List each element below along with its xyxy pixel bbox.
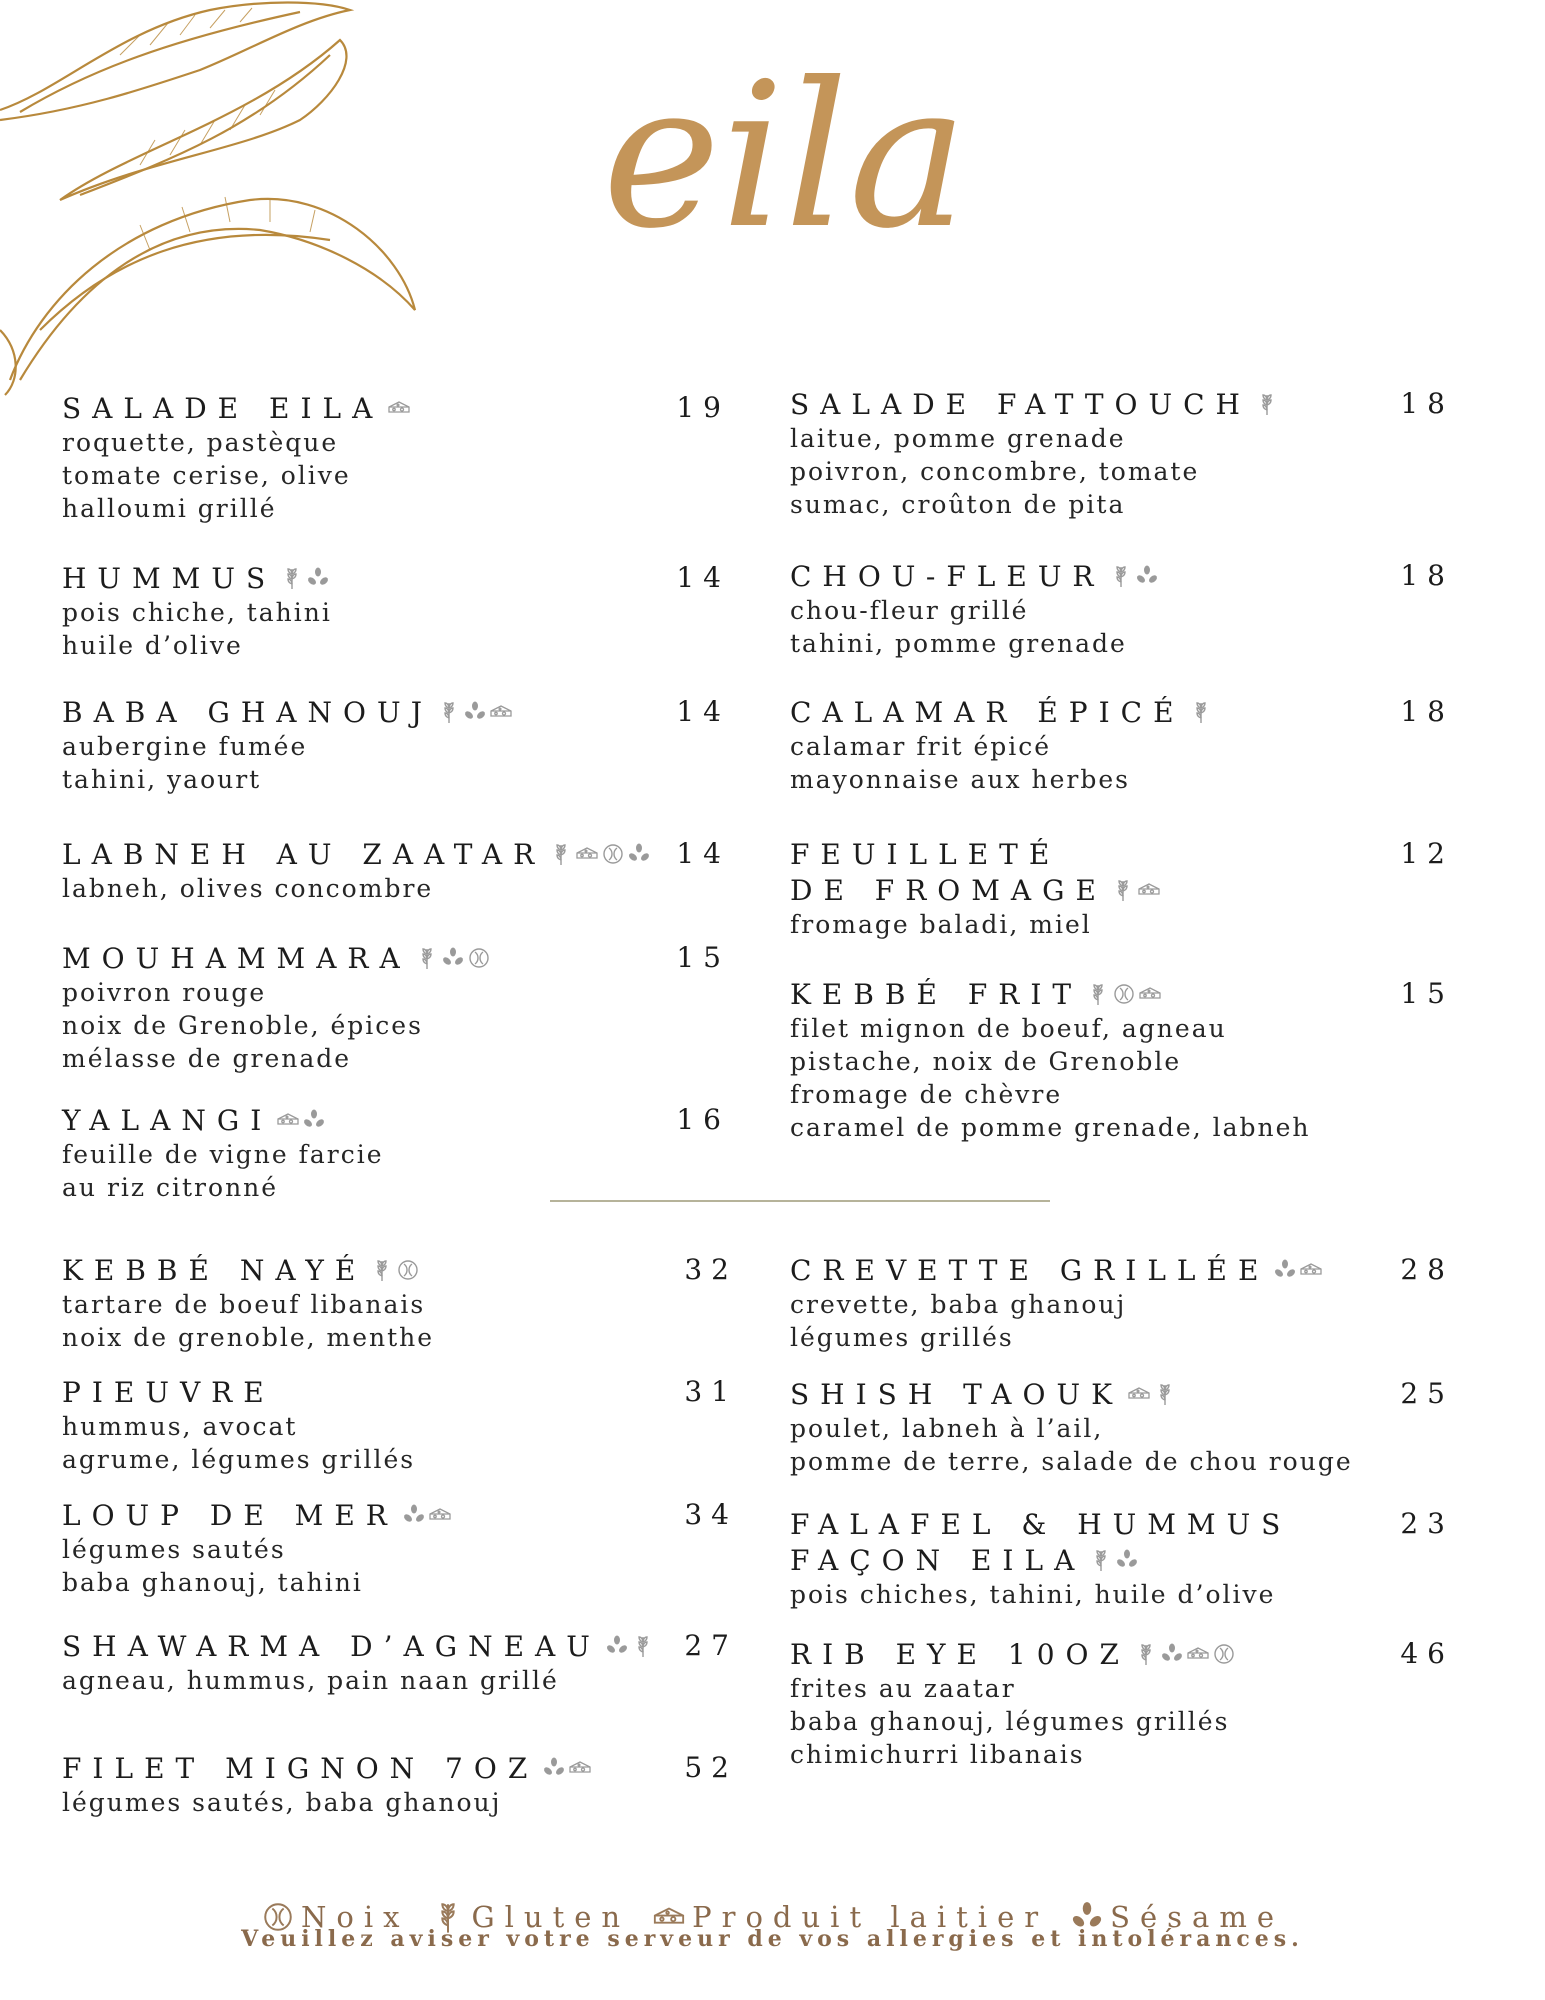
sesame-icon <box>402 1503 426 1527</box>
gluten-icon <box>631 1634 655 1658</box>
sesame-icon <box>605 1634 629 1658</box>
menu-item-price: 18 <box>1400 559 1454 592</box>
menu-item-description: chou-fleur grillé <box>790 596 1029 625</box>
gluten-icon <box>549 842 573 866</box>
menu-item-description: tahini, yaourt <box>62 765 262 794</box>
menu-item <box>790 1252 1454 1354</box>
gluten-icon <box>1134 1642 1158 1666</box>
menu-item-header <box>790 976 1454 1012</box>
allergen-icons <box>1086 982 1162 1006</box>
menu-item-name: FEUILLETÉ <box>790 837 1061 871</box>
menu-item-name: LOUP DE MER <box>62 1498 398 1532</box>
menu-item-description: sumac, croûton de pita <box>790 490 1126 519</box>
menu-item-name: SALADE FATTOUCH <box>790 387 1251 421</box>
menu-item-header <box>790 1636 1454 1672</box>
menu-item-price: 32 <box>684 1253 738 1286</box>
menu-item-price: 15 <box>1400 977 1454 1010</box>
menu-item-description: pistache, noix de Grenoble <box>790 1047 1182 1076</box>
menu-item-price: 14 <box>676 695 730 728</box>
legend-label: Sésame <box>1110 1900 1284 1934</box>
menu-item-name: RIB EYE 10OZ <box>790 1637 1130 1671</box>
menu-item-header <box>62 1252 738 1288</box>
menu-item <box>62 1374 738 1476</box>
allergen-icons <box>276 1108 326 1132</box>
menu-item-price: 15 <box>676 941 730 974</box>
menu-item-price: 52 <box>684 1751 738 1784</box>
menu-item-description: tahini, pomme grenade <box>790 629 1127 658</box>
leaf-illustration <box>0 0 430 400</box>
menu-item <box>62 694 730 796</box>
legend-label: Gluten <box>471 1900 631 1934</box>
menu-item-price: 19 <box>676 391 730 424</box>
menu-item <box>790 558 1454 660</box>
menu-item-name-line2: FAÇON EILA <box>790 1543 1086 1577</box>
menu-item-header <box>790 694 1454 730</box>
gluten-icon <box>1189 700 1213 724</box>
nut-icon <box>467 946 491 970</box>
sesame-icon <box>1115 1548 1139 1572</box>
menu-item-name: CALAMAR ÉPICÉ <box>790 695 1185 729</box>
menu-item-header <box>62 560 730 596</box>
allergen-icons <box>1273 1258 1323 1282</box>
allergen-icons <box>1189 700 1213 724</box>
menu-item <box>62 1497 738 1599</box>
cheese-icon <box>568 1756 592 1780</box>
menu-item <box>62 1252 738 1354</box>
menu-item-price: 14 <box>676 561 730 594</box>
cheese-icon <box>276 1108 300 1132</box>
menu-item-description: filet mignon de boeuf, agneau <box>790 1014 1227 1043</box>
menu-item <box>790 386 1454 521</box>
allergen-icons <box>605 1634 655 1658</box>
menu-item-description: calamar frit épicé <box>790 732 1052 761</box>
menu-item-description: pomme de terre, salade de chou rouge <box>790 1447 1353 1476</box>
menu-item-description: agrume, légumes grillés <box>62 1445 416 1474</box>
menu-item-price: 18 <box>1400 387 1454 420</box>
menu-item-description: frites au zaatar <box>790 1674 1016 1703</box>
sesame-icon <box>441 946 465 970</box>
allergen-icons <box>402 1503 452 1527</box>
gluten-icon <box>370 1258 394 1282</box>
cheese-icon <box>489 700 513 724</box>
menu-item-name: CHOU-FLEUR <box>790 559 1105 593</box>
allergen-icons <box>437 700 513 724</box>
allergen-icons <box>387 396 411 420</box>
menu-item-header <box>790 836 1454 872</box>
menu-item-name: LABNEH AU ZAATAR <box>62 837 546 871</box>
menu-item-description: pois chiches, tahini, huile d’olive <box>790 1580 1276 1609</box>
menu-item-description: poulet, labneh à l’ail, <box>790 1414 1104 1443</box>
menu-item-name: HUMMUS <box>62 561 277 595</box>
menu-item-header-line2 <box>790 1542 1454 1578</box>
menu-item-description: tartare de boeuf libanais <box>62 1290 426 1319</box>
sesame-icon <box>306 566 330 590</box>
menu-item-header <box>790 1252 1454 1288</box>
legend-label: Noix <box>301 1900 410 1934</box>
menu-item-description: légumes sautés <box>62 1535 286 1564</box>
menu-item-description: noix de grenoble, menthe <box>62 1323 435 1352</box>
menu-item-header <box>62 1497 738 1533</box>
svg-text:eila: eila <box>602 40 968 273</box>
menu-item-header <box>62 940 730 976</box>
nut-icon <box>1212 1642 1236 1666</box>
eila-logo <box>505 40 1065 280</box>
menu-item <box>790 1506 1454 1611</box>
menu-item-description: tomate cerise, olive <box>62 461 351 490</box>
cheese-icon <box>1137 878 1161 902</box>
menu-item <box>790 1636 1454 1771</box>
menu-item <box>62 1102 730 1204</box>
menu-item-header <box>62 1374 738 1410</box>
menu-item-name: KEBBÉ NAYÉ <box>62 1253 367 1287</box>
menu-item-price: 12 <box>1400 837 1454 870</box>
menu-item-description: laitue, pomme grenade <box>790 424 1126 453</box>
menu-item-header <box>790 558 1454 594</box>
gluten-icon <box>1153 1382 1177 1406</box>
menu-item-price: 18 <box>1400 695 1454 728</box>
allergen-icons <box>1111 878 1161 902</box>
nut-icon <box>396 1258 420 1282</box>
menu-item <box>62 940 730 1075</box>
menu-item-description: hummus, avocat <box>62 1412 298 1441</box>
section-divider <box>550 1200 1050 1202</box>
menu-item-description: feuille de vigne farcie <box>62 1140 384 1169</box>
gluten-icon <box>1111 878 1135 902</box>
menu-item-price: 27 <box>684 1629 738 1662</box>
sesame-icon <box>302 1108 326 1132</box>
menu-item-price: 31 <box>684 1375 738 1408</box>
sesame-icon <box>542 1756 566 1780</box>
gluten-icon <box>415 946 439 970</box>
cheese-icon <box>1186 1642 1210 1666</box>
allergen-legend <box>0 1900 1545 1952</box>
menu-item-description: huile d’olive <box>62 631 243 660</box>
menu-item-price: 46 <box>1400 1637 1454 1670</box>
menu-item <box>790 694 1454 796</box>
menu-item-name-line2: DE FROMAGE <box>790 873 1107 907</box>
gluten-icon <box>1086 982 1110 1006</box>
allergen-icons <box>549 842 651 866</box>
menu-item-header <box>62 694 730 730</box>
menu-item-description: labneh, olives concombre <box>62 874 434 903</box>
menu-item-description: fromage baladi, miel <box>790 910 1092 939</box>
menu-item-price: 16 <box>676 1103 730 1136</box>
menu-item <box>62 390 730 525</box>
menu-item-description: fromage de chèvre <box>790 1080 1063 1109</box>
menu-item-header <box>62 1628 738 1664</box>
menu-item-description: agneau, hummus, pain naan grillé <box>62 1666 559 1695</box>
cheese-icon <box>428 1503 452 1527</box>
menu-item-name: CREVETTE GRILLÉE <box>790 1253 1270 1287</box>
cheese-icon <box>1299 1258 1323 1282</box>
menu-item-description: roquette, pastèque <box>62 428 339 457</box>
gluten-icon <box>1089 1548 1113 1572</box>
nut-icon <box>601 842 625 866</box>
menu-item-header-line2 <box>790 872 1454 908</box>
menu-item-header <box>790 1376 1454 1412</box>
menu-item-description: mayonnaise aux herbes <box>790 765 1130 794</box>
legend-label: Produit laitier <box>692 1900 1049 1934</box>
menu-item-description: noix de Grenoble, épices <box>62 1011 423 1040</box>
menu-item-description: poivron rouge <box>62 978 267 1007</box>
allergen-icons <box>415 946 491 970</box>
menu-item-description: crevette, baba ghanouj <box>790 1290 1127 1319</box>
nut-icon <box>1112 982 1136 1006</box>
menu-item-name: SALADE EILA <box>62 391 384 425</box>
menu-item-header <box>62 1750 738 1786</box>
menu-item-name: SHAWARMA D’AGNEAU <box>62 1629 601 1663</box>
allergen-icons <box>1089 1548 1139 1572</box>
cheese-icon <box>1127 1382 1151 1406</box>
menu-item <box>790 1376 1454 1478</box>
sesame-icon <box>463 700 487 724</box>
sesame-icon <box>1135 564 1159 588</box>
sesame-icon <box>1160 1642 1184 1666</box>
menu-item-header <box>62 1102 730 1138</box>
menu-item-description: caramel de pomme grenade, labneh <box>790 1113 1311 1142</box>
menu-item <box>62 836 730 905</box>
allergen-icons <box>1134 1642 1236 1666</box>
menu-item-price: 25 <box>1400 1377 1454 1410</box>
menu-item-name: SHISH TAOUK <box>790 1377 1123 1411</box>
menu-item-name: FALAFEL & HUMMUS <box>790 1507 1292 1541</box>
menu-item-description: pois chiche, tahini <box>62 598 332 627</box>
menu-item-description: chimichurri libanais <box>790 1740 1085 1769</box>
menu-item-price: 23 <box>1400 1507 1454 1540</box>
menu-item-description: légumes sautés, baba ghanouj <box>62 1788 502 1817</box>
gluten-icon <box>1255 392 1279 416</box>
menu-item-price: 28 <box>1400 1253 1454 1286</box>
menu-item <box>62 560 730 662</box>
menu-item-description: baba ghanouj, tahini <box>62 1568 363 1597</box>
menu-item-header <box>62 390 730 426</box>
menu-item-header <box>790 1506 1454 1542</box>
gluten-icon <box>1109 564 1133 588</box>
menu-item-name: BABA GHANOUJ <box>62 695 434 729</box>
menu-item-description: légumes grillés <box>790 1323 1014 1352</box>
allergen-icons <box>1127 1382 1177 1406</box>
allergen-icons <box>1255 392 1279 416</box>
menu-item-name: FILET MIGNON 7OZ <box>62 1751 539 1785</box>
menu-item <box>62 1628 738 1697</box>
gluten-icon <box>280 566 304 590</box>
cheese-icon <box>575 842 599 866</box>
menu-item-description: mélasse de grenade <box>62 1044 352 1073</box>
menu-item-name: MOUHAMMARA <box>62 941 411 975</box>
allergen-icons <box>1109 564 1159 588</box>
allergen-icons <box>370 1258 420 1282</box>
menu-item-name: KEBBÉ FRIT <box>790 977 1083 1011</box>
menu-item-name: PIEUVRE <box>62 1375 275 1409</box>
menu-item-header <box>62 836 730 872</box>
gluten-icon <box>437 700 461 724</box>
menu-item-description: baba ghanouj, légumes grillés <box>790 1707 1230 1736</box>
menu-item <box>790 836 1454 941</box>
menu-item <box>790 976 1454 1144</box>
menu-item-description: au riz citronné <box>62 1173 279 1202</box>
allergy-notice: Veuillez aviser votre serveur de vos allergies et intolérances. <box>241 1926 1304 1952</box>
menu-item-price: 34 <box>684 1498 738 1531</box>
cheese-icon <box>387 396 411 420</box>
sesame-icon <box>627 842 651 866</box>
allergen-icons <box>542 1756 592 1780</box>
menu-item-name: YALANGI <box>62 1103 273 1137</box>
menu-item-description: poivron, concombre, tomate <box>790 457 1200 486</box>
sesame-icon <box>1273 1258 1297 1282</box>
menu-item-description: halloumi grillé <box>62 494 277 523</box>
menu-item-header <box>790 386 1454 422</box>
menu-item-description: aubergine fumée <box>62 732 308 761</box>
menu-item-price: 14 <box>676 837 730 870</box>
menu-item <box>62 1750 738 1819</box>
allergen-icons <box>280 566 330 590</box>
cheese-icon <box>1138 982 1162 1006</box>
